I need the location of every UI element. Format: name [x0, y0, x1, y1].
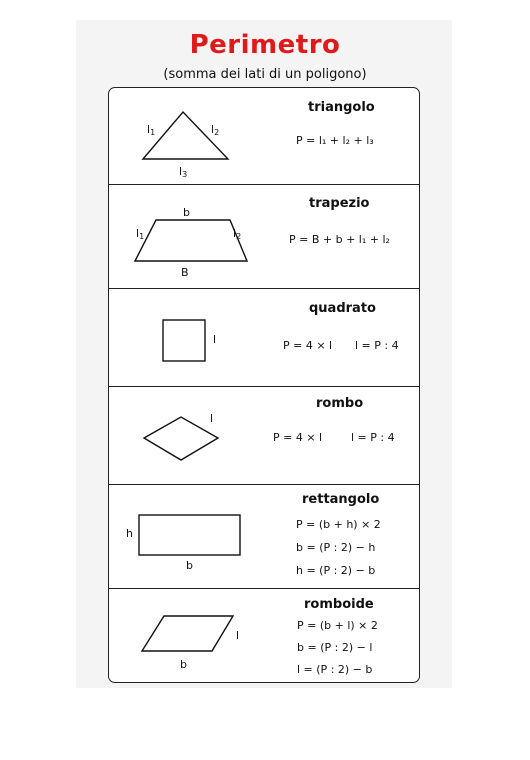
label-h: h: [126, 527, 133, 540]
label-l1-sub: 1: [150, 128, 156, 137]
label-B: B: [181, 266, 189, 279]
formula-height: h = (P : 2) − b: [296, 564, 376, 577]
shape-name: romboide: [304, 597, 374, 612]
formula-perimeter: P = 4 × l: [273, 431, 323, 444]
shape-name: triangolo: [308, 100, 375, 115]
formula-perimeter: P = (b + l) × 2: [297, 619, 378, 632]
row-rettangolo: [109, 484, 419, 589]
label-l: l: [210, 412, 214, 425]
shape-name: quadrato: [309, 301, 376, 316]
row-quadrato: [109, 288, 419, 387]
shape-name: rombo: [316, 396, 364, 411]
page-subtitle: (somma dei lati di un poligono): [163, 67, 367, 82]
label-l2: [233, 227, 241, 241]
label-l2-sub: 2: [214, 128, 220, 137]
label-l: l: [236, 629, 240, 642]
formula-side: l = (P : 2) − b: [297, 663, 373, 676]
label-b: b: [180, 658, 187, 671]
label-b: b: [183, 206, 190, 219]
formula-perimeter: P = 4 × l: [283, 339, 333, 352]
label-l2: [211, 123, 219, 137]
label-l3: [179, 165, 187, 179]
label-l2-sub: 2: [236, 232, 242, 241]
formula-perimeter: P = (b + h) × 2: [296, 518, 381, 531]
label-l1-text: l: [147, 123, 151, 136]
label-l: l: [213, 333, 217, 346]
formula-base: b = (P : 2) − l: [297, 641, 373, 654]
formula-side: l = P : 4: [351, 431, 395, 444]
row-rombo: [109, 386, 419, 485]
formula-table: [108, 87, 420, 683]
label-b: b: [186, 559, 193, 572]
shape-name: trapezio: [309, 196, 370, 211]
formula-perimeter: P = B + b + l₁ + l₂: [289, 233, 390, 246]
formula-base: b = (P : 2) − h: [296, 541, 376, 554]
label-l3-sub: 3: [182, 170, 188, 179]
row-trapezio: [109, 184, 419, 289]
row-triangolo: [109, 88, 419, 184]
label-l1: [147, 123, 155, 137]
label-l1: [136, 227, 144, 241]
formula-perimeter: P = l₁ + l₂ + l₃: [296, 134, 374, 147]
label-l1-text: l: [136, 227, 140, 240]
row-romboide: [109, 588, 419, 683]
page-title: Perimetro: [189, 30, 341, 60]
label-l2-text: l: [211, 123, 215, 136]
label-l3-text: l: [179, 165, 183, 178]
formula-side: l = P : 4: [355, 339, 399, 352]
label-l1-sub: 1: [139, 232, 145, 241]
shape-name: rettangolo: [302, 492, 380, 507]
label-l2-text: l: [233, 227, 237, 240]
